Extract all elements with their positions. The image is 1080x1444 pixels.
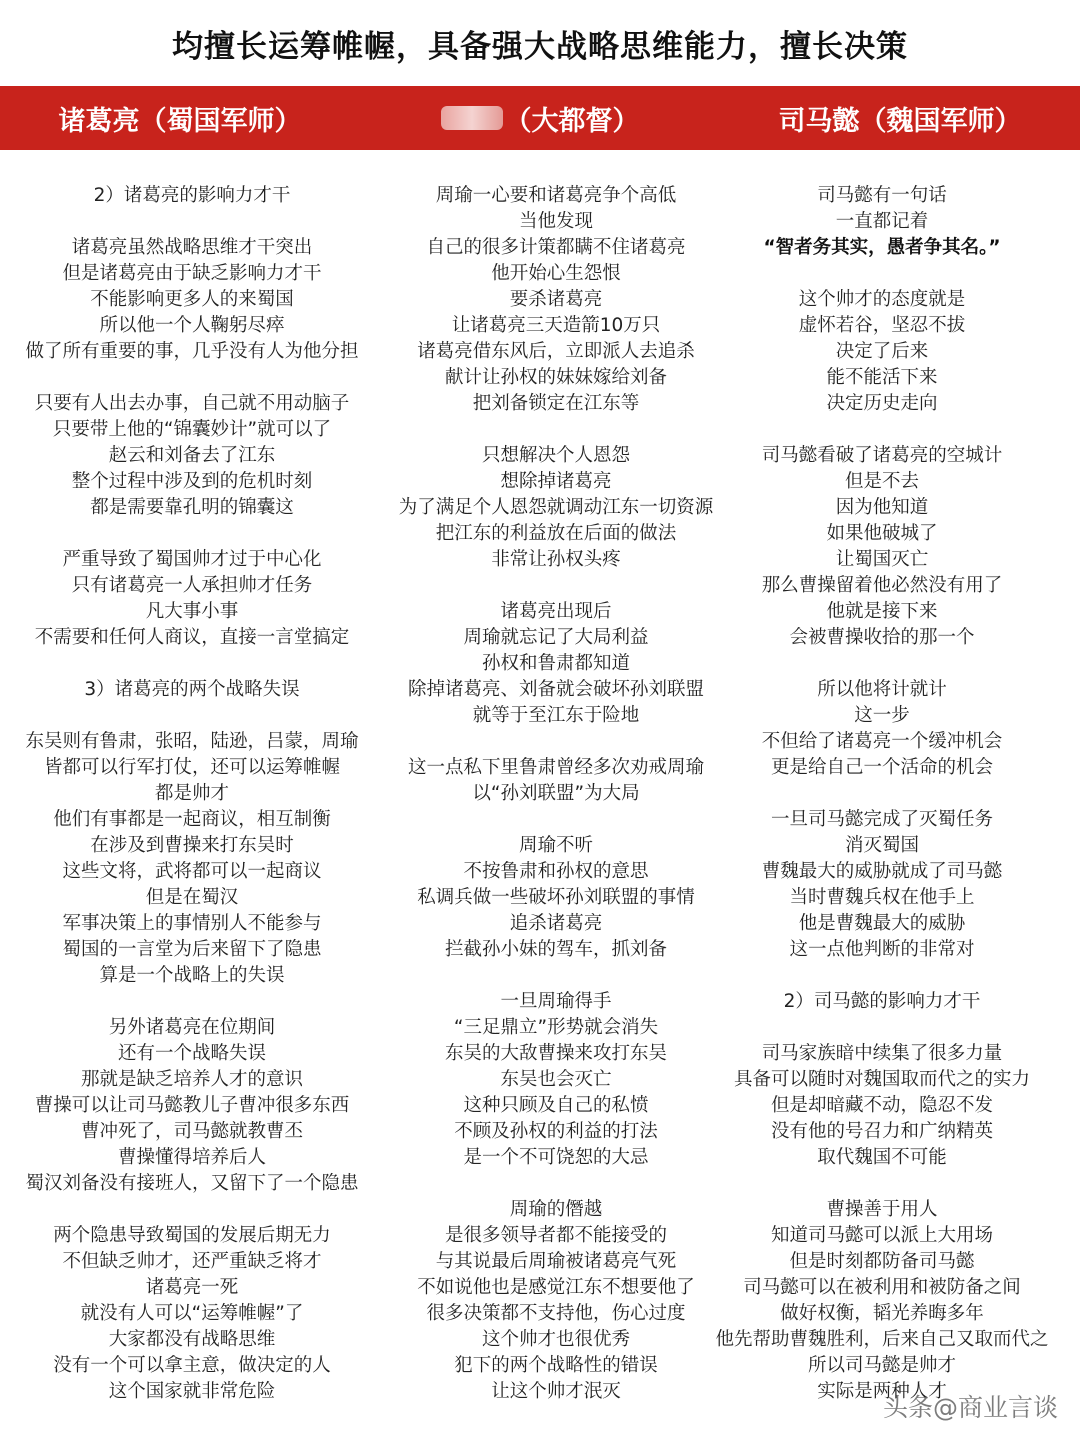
text-line: 不需要和任何人商议，直接一言堂搞定 bbox=[34, 627, 350, 648]
paragraph-gap bbox=[12, 209, 372, 235]
text-line: 2）诸葛亮的影响力才干 bbox=[93, 185, 291, 206]
text-line: 虚怀若谷，坚忍不拔 bbox=[798, 315, 966, 336]
text-line: 军事决策上的事情别人不能参与 bbox=[62, 913, 322, 934]
text-line: 还有一个战略失误 bbox=[117, 1043, 266, 1064]
text-line: 皆都可以行军打仗，还可以运筹帷幄 bbox=[43, 757, 340, 778]
text-line: 一旦司马懿完成了灭蜀任务 bbox=[770, 809, 993, 830]
text-line: 不能影响更多人的来蜀国 bbox=[90, 289, 294, 310]
text-line: 私调兵做一些破坏孙刘联盟的事情 bbox=[417, 887, 695, 908]
text-line: 这个帅才的态度就是 bbox=[798, 289, 966, 310]
text-line: 大家都没有战略思维 bbox=[108, 1329, 276, 1350]
text-line: 所以司马懿是帅才 bbox=[807, 1355, 956, 1376]
paragraph-gap bbox=[12, 703, 372, 729]
text-line: 不但缺乏帅才，还严重缺乏将才 bbox=[62, 1251, 322, 1272]
text-line: 没有他的号召力和广纳精英 bbox=[770, 1121, 993, 1142]
text-line: 献计让孙权的妹妹嫁给刘备 bbox=[444, 367, 667, 388]
text-line: 3）诸葛亮的两个战略失误 bbox=[84, 679, 300, 700]
text-line: 东吴则有鲁肃，张昭，陆逊，吕蒙，周瑜 bbox=[25, 731, 359, 752]
text-line: 拦截孙小妹的驾车，抓刘备 bbox=[444, 939, 667, 960]
text-line: 这个国家就非常危险 bbox=[108, 1381, 276, 1402]
text-line: 这个帅才也很优秀 bbox=[481, 1329, 630, 1350]
text-line: 那么曹操留着他必然没有用了 bbox=[761, 575, 1003, 596]
text-line: 凡大事小事 bbox=[145, 601, 239, 622]
text-line: 但是却暗藏不动，隐忍不发 bbox=[770, 1095, 993, 1116]
header-banner bbox=[0, 86, 1080, 150]
text-line: 没有一个可以拿主意，做决定的人 bbox=[53, 1355, 331, 1376]
paragraph-gap bbox=[702, 417, 1062, 443]
text-line: 因为他知道 bbox=[835, 497, 929, 518]
text-line: 是一个不可饶恕的大忌 bbox=[463, 1147, 649, 1168]
text-line: “三足鼎立”形势就会消失 bbox=[453, 1017, 659, 1038]
text-line: 就等于至江东于险地 bbox=[472, 705, 640, 726]
text-line: 但是不去 bbox=[844, 471, 919, 492]
column-header-zhouyu-label: （大都督） bbox=[504, 105, 640, 137]
text-line: 只有诸葛亮一人承担帅才任务 bbox=[71, 575, 313, 596]
text-line: 做好权衡，韬光养晦多年 bbox=[780, 1303, 984, 1324]
text-line: 追杀诸葛亮 bbox=[509, 913, 603, 934]
text-line: 这一点他判断的非常对 bbox=[789, 939, 975, 960]
paragraph-gap bbox=[12, 651, 372, 677]
text-line: 这一点私下里鲁肃曾经多次劝戒周瑜 bbox=[407, 757, 704, 778]
text-line: 另外诸葛亮在位期间 bbox=[108, 1017, 276, 1038]
column-header-zhouyu bbox=[360, 86, 720, 150]
text-line: 曹魏最大的威胁就成了司马懿 bbox=[761, 861, 1003, 882]
text-line: 司马懿看破了诸葛亮的空城计 bbox=[761, 445, 1003, 466]
text-line: 决定历史走向 bbox=[826, 393, 938, 414]
text-line: 这些文将，武将都可以一起商议 bbox=[62, 861, 322, 882]
text-line: 消灭蜀国 bbox=[844, 835, 919, 856]
text-line: 只想解决个人恩怨 bbox=[481, 445, 630, 466]
text-line: 具备可以随时对魏国取而代之的实力 bbox=[733, 1069, 1030, 1090]
text-line: 但是时刻都防备司马懿 bbox=[789, 1251, 975, 1272]
text-line: 让这个帅才泯灭 bbox=[491, 1381, 621, 1402]
text-line: 不按鲁肃和孙权的意思 bbox=[463, 861, 649, 882]
paragraph-gap bbox=[12, 989, 372, 1015]
text-line: 让诸葛亮三天造箭10万只 bbox=[451, 315, 661, 336]
text-line: 但是诸葛亮由于缺乏影响力才干 bbox=[62, 263, 322, 284]
text-line: 犯下的两个战略性的错误 bbox=[454, 1355, 658, 1376]
text-line: 一直都记着 bbox=[835, 211, 929, 232]
text-line: 是很多领导者都不能接受的 bbox=[444, 1225, 667, 1246]
paragraph-gap bbox=[376, 1171, 736, 1197]
column-simayi bbox=[702, 183, 1062, 1405]
text-line: 诸葛亮一死 bbox=[145, 1277, 239, 1298]
text-line: 两个隐患导致蜀国的发展后期无力 bbox=[53, 1225, 331, 1246]
text-line: 司马家族暗中续集了很多力量 bbox=[761, 1043, 1003, 1064]
text-line: 蜀汉刘备没有接班人，又留下了一个隐患 bbox=[25, 1173, 359, 1194]
page-title: 均擅长运筹帷幄，具备强大战略思维能力，擅长决策 bbox=[172, 28, 908, 65]
paragraph-gap bbox=[12, 365, 372, 391]
paragraph-gap bbox=[702, 1171, 1062, 1197]
text-line: 2）司马懿的影响力才干 bbox=[783, 991, 981, 1012]
blurred-name bbox=[441, 106, 503, 130]
text-line: 把江东的利益放在后面的做法 bbox=[435, 523, 677, 544]
text-line: 曹操善于用人 bbox=[826, 1199, 938, 1220]
text-line: 要杀诸葛亮 bbox=[509, 289, 603, 310]
text-line: 司马懿可以在被利用和被防备之间 bbox=[743, 1277, 1021, 1298]
paragraph-gap bbox=[702, 1015, 1062, 1041]
text-line: 实际是两种人才 bbox=[817, 1381, 947, 1402]
text-line: 曹操懂得培养后人 bbox=[117, 1147, 266, 1168]
text-line: 都是需要靠孔明的锦囊这 bbox=[90, 497, 294, 518]
text-line: 蜀国的一言堂为后来留下了隐患 bbox=[62, 939, 322, 960]
column-header-zhugeliang: 诸葛亮（蜀国军师） bbox=[58, 105, 302, 137]
text-line: 把刘备锁定在江东等 bbox=[472, 393, 640, 414]
watermark: 头条@商业言谈 bbox=[882, 1393, 1058, 1422]
text-line: 都是帅才 bbox=[154, 783, 229, 804]
text-line: 算是一个战略上的失误 bbox=[99, 965, 285, 986]
text-line: 为了满足个人恩怨就调动江东一切资源 bbox=[398, 497, 714, 518]
text-line: 这一步 bbox=[854, 705, 910, 726]
text-line: 诸葛亮出现后 bbox=[500, 601, 612, 622]
text-line: 做了所有重要的事，几乎没有人为他分担 bbox=[25, 341, 359, 362]
text-line: 以“孙刘联盟”为大局 bbox=[472, 783, 640, 804]
paragraph-gap bbox=[702, 651, 1062, 677]
text-line: 只要有人出去办事，自己就不用动脑子 bbox=[34, 393, 350, 414]
text-line: 但是在蜀汉 bbox=[145, 887, 239, 908]
text-line: 严重导致了蜀国帅才过于中心化 bbox=[62, 549, 322, 570]
paragraph-gap bbox=[376, 573, 736, 599]
text-line: 周瑜就忘记了大局利益 bbox=[463, 627, 649, 648]
text-line: 那就是缺乏培养人才的意识 bbox=[80, 1069, 303, 1090]
paragraph-gap bbox=[376, 417, 736, 443]
text-line: 非常让孙权头疼 bbox=[491, 549, 621, 570]
paragraph-gap bbox=[12, 1197, 372, 1223]
column-zhugeliang bbox=[12, 183, 372, 1405]
text-line: 周瑜的僭越 bbox=[509, 1199, 603, 1220]
text-line: 取代魏国不可能 bbox=[817, 1147, 947, 1168]
text-line: 他就是接下来 bbox=[826, 601, 938, 622]
text-line: 想除掉诸葛亮 bbox=[500, 471, 612, 492]
text-line: 决定了后来 bbox=[835, 341, 929, 362]
paragraph-gap bbox=[702, 261, 1062, 287]
paragraph-gap bbox=[702, 781, 1062, 807]
text-line: 周瑜一心要和诸葛亮争个高低 bbox=[435, 185, 677, 206]
text-line: 东吴也会灭亡 bbox=[500, 1069, 612, 1090]
paragraph-gap bbox=[12, 521, 372, 547]
text-line: 在涉及到曹操来打东吴时 bbox=[90, 835, 294, 856]
text-line: 司马懿有一句话 bbox=[817, 185, 947, 206]
text-line: 孙权和鲁肃都知道 bbox=[481, 653, 630, 674]
text-line: 会被曹操收拾的那一个 bbox=[789, 627, 975, 648]
text-line: 不如说他也是感觉江东不想要他了 bbox=[417, 1277, 695, 1298]
paragraph-gap bbox=[702, 963, 1062, 989]
column-zhouyu bbox=[376, 183, 736, 1405]
text-line: 赵云和刘备去了江东 bbox=[108, 445, 276, 466]
text-line: 这种只顾及自己的私愤 bbox=[463, 1095, 649, 1116]
text-line: 当他发现 bbox=[518, 211, 593, 232]
text-line: 所以他将计就计 bbox=[817, 679, 947, 700]
text-line: 他开始心生怨恨 bbox=[491, 263, 621, 284]
text-line: 自己的很多计策都瞒不住诸葛亮 bbox=[426, 237, 686, 258]
text-line: 整个过程中涉及到的危机时刻 bbox=[71, 471, 313, 492]
text-line: “智者务其实，愚者争其名。” bbox=[763, 237, 1001, 258]
text-line: 知道司马懿可以派上大用场 bbox=[770, 1225, 993, 1246]
text-line: 让蜀国灭亡 bbox=[835, 549, 929, 570]
text-line: 能不能活下来 bbox=[826, 367, 938, 388]
text-line: 当时曹魏兵权在他手上 bbox=[789, 887, 975, 908]
text-line: 曹冲死了，司马懿就教曹丕 bbox=[80, 1121, 303, 1142]
text-line: 只要带上他的“锦囊妙计”就可以了 bbox=[52, 419, 332, 440]
text-line: 曹操可以让司马懿教儿子曹冲很多东西 bbox=[34, 1095, 350, 1116]
text-line: 就没有人可以“运筹帷幄”了 bbox=[80, 1303, 304, 1324]
text-line: 一旦周瑜得手 bbox=[500, 991, 612, 1012]
column-header-simayi: 司马懿（魏国军师） bbox=[778, 105, 1022, 137]
paragraph-gap bbox=[376, 807, 736, 833]
text-line: 他们有事都是一起商议，相互制衡 bbox=[53, 809, 331, 830]
paragraph-gap bbox=[376, 963, 736, 989]
text-line: 如果他破城了 bbox=[826, 523, 938, 544]
text-line: 除掉诸葛亮、刘备就会破坏孙刘联盟 bbox=[407, 679, 704, 700]
text-line: 诸葛亮虽然战略思维才干突出 bbox=[71, 237, 313, 258]
paragraph-gap bbox=[376, 729, 736, 755]
text-line: 周瑜不听 bbox=[518, 835, 593, 856]
text-line: 不顾及孙权的利益的打法 bbox=[454, 1121, 658, 1142]
text-line: 很多决策都不支持他，伤心过度 bbox=[426, 1303, 686, 1324]
text-line: 他是曹魏最大的威胁 bbox=[798, 913, 966, 934]
text-line: 诸葛亮借东风后，立即派人去追杀 bbox=[417, 341, 695, 362]
text-line: 所以他一个人鞠躬尽瘁 bbox=[99, 315, 285, 336]
text-line: 不但给了诸葛亮一个缓冲机会 bbox=[761, 731, 1003, 752]
text-line: 与其说最后周瑜被诸葛亮气死 bbox=[435, 1251, 677, 1272]
text-line: 东吴的大敌曹操来攻打东吴 bbox=[444, 1043, 667, 1064]
text-line: 更是给自己一个活命的机会 bbox=[770, 757, 993, 778]
text-line: 他先帮助曹魏胜利，后来自己又取而代之 bbox=[715, 1329, 1049, 1350]
